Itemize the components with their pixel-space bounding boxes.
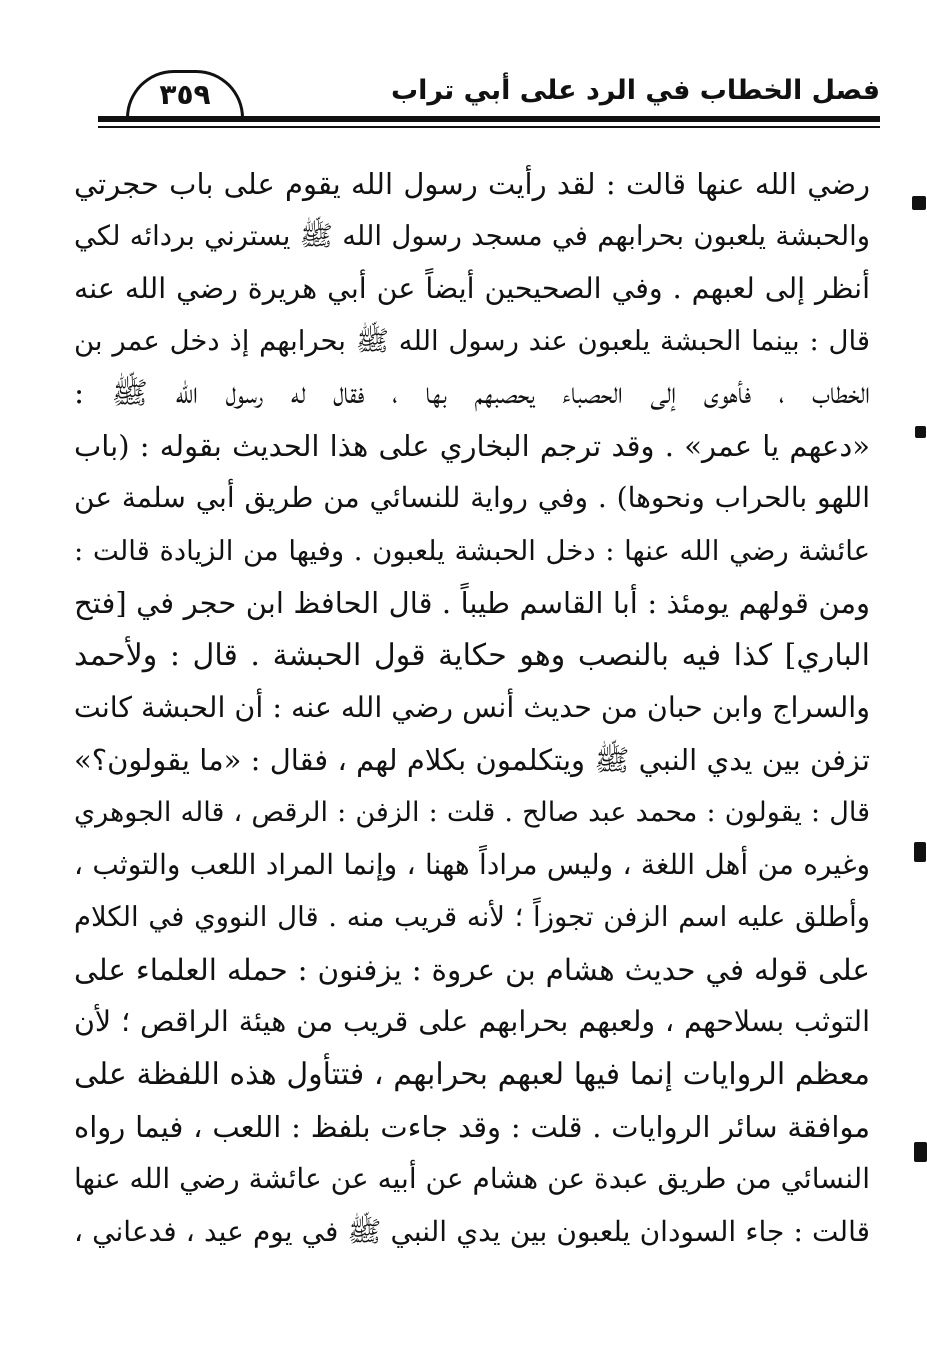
margin-mark-4 <box>914 1142 927 1162</box>
text-line-8: عائشة رضي الله عنها : دخل الحبشة يلعبون . وفيها من الزيادة قالت : <box>74 534 870 567</box>
text-line-4: قال : بينما الحبشة يلعبون عند رسول الله ﷺ بحرابهم إذ دخل عمر بن <box>74 325 870 358</box>
text-line-19: موافقة سائر الروايات . قلت : وقد جاءت بلفظ : اللعب ، فيما رواه <box>74 1110 870 1145</box>
text-line-16: على قوله في حديث هشام بن عروة : يزفنون : حمله العلماء على <box>74 952 870 987</box>
margin-mark-3 <box>914 842 926 862</box>
text-line-7: اللهو بالحراب ونحوها) . وفي رواية للنسائي من طريق أبي سلمة عن <box>74 481 870 515</box>
text-line-2: والحبشة يلعبون بحرابهم في مسجد رسول الله ﷺ يسترني بردائه لكي <box>74 220 870 253</box>
page-header <box>98 62 880 134</box>
text-line-6: «دعهم يا عمر» . وقد ترجم البخاري على هذا الحديث بقوله : (باب <box>74 428 870 463</box>
body-text <box>74 158 870 1258</box>
text-line-12: تزفن بين يدي النبي ﷺ ويتكلمون بكلام لهم ، فقال : «ما يقولون؟» <box>74 743 870 778</box>
text-line-13: قال : يقولون : محمد عبد صالح . قلت : الزفن : الرقص ، قاله الجوهري <box>74 796 870 828</box>
text-line-5: الخطاب ، فأهوى إلى الحصباء يحصبهم بها ، فقال له رسول الله ﷺ : <box>74 375 870 411</box>
header-rule-thin <box>98 126 880 128</box>
text-line-18: معظم الروايات إنما فيها لعبهم بحرابهم ، فتتأول هذه اللفظة على <box>74 1056 870 1092</box>
text-line-1: رضي الله عنها قالت : لقد رأيت رسول الله يقوم على باب حجرتي <box>74 167 870 201</box>
margin-mark-1 <box>912 196 926 210</box>
text-line-9: ومن قولهم يومئذ : أبا القاسم طيباً . قال الحافظ ابن حجر في [فتح <box>74 586 870 621</box>
text-line-20: النسائي من طريق عبدة عن هشام عن أبيه عن عائشة رضي الله عنها <box>74 1162 870 1196</box>
text-line-15: وأطلق عليه اسم الزفن تجوزاً ؛ لأنه قريب منه . قال النووي في الكلام <box>74 901 870 934</box>
page-number: ٣٥٩ <box>159 78 211 111</box>
text-line-3: أنظر إلى لعبهم . وفي الصحيحين أيضاً عن أبي هريرة رضي الله عنه <box>74 271 870 305</box>
text-line-14: وغيره من أهل اللغة ، وليس مراداً ههنا ، وإنما المراد اللعب والتوثب ، <box>74 848 870 882</box>
text-line-17: التوثب بسلاحهم ، ولعبهم بحرابهم على قريب من هيئة الراقص ؛ لأن <box>74 1005 870 1039</box>
running-title: فصل الخطاب في الرد على أبي تراب <box>390 75 880 106</box>
margin-mark-2 <box>915 426 926 438</box>
text-line-11: والسراج وابن حبان من حديث أنس رضي الله عنه : أن الحبشة كانت <box>74 690 870 724</box>
page-number-badge <box>126 70 244 118</box>
header-rule-thick <box>98 116 880 122</box>
text-line-21: قالت : جاء السودان يلعبون بين يدي النبي ﷺ في يوم عيد ، فدعاني ، <box>74 1214 870 1248</box>
text-line-10: الباري] كذا فيه بالنصب وهو حكاية قول الحبشة . قال : ولأحمد <box>74 637 870 673</box>
